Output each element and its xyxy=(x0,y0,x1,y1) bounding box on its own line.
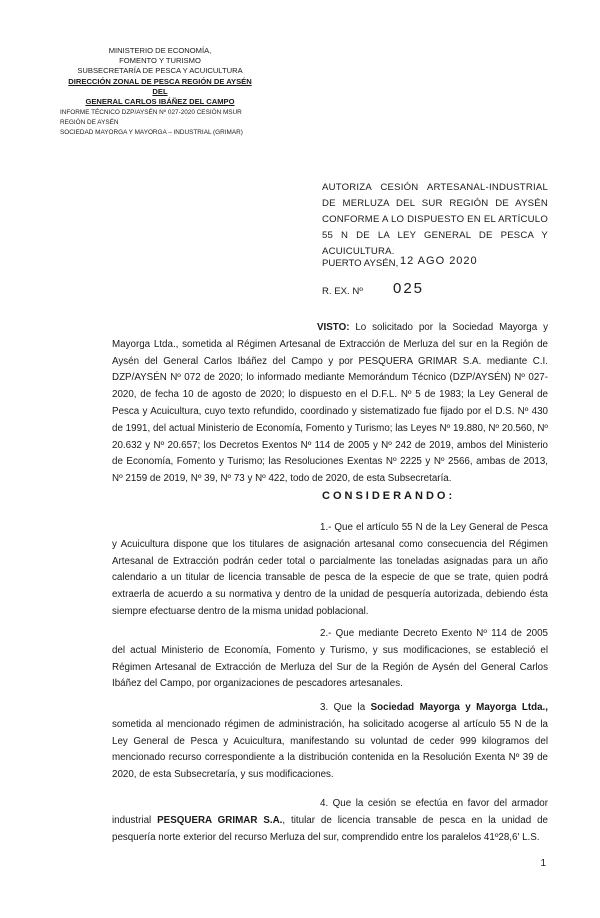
header-subsecretaria: SUBSECRETARÍA DE PESCA Y ACUICULTURA xyxy=(77,66,243,76)
paragraph-2 xyxy=(112,626,548,693)
header-region-2: REGIÓN DE AYSÉN xyxy=(60,119,119,127)
header-region: GENERAL CARLOS IBÁÑEZ DEL CAMPO xyxy=(85,97,235,107)
page-number: 1 xyxy=(540,858,546,869)
paragraph-1 xyxy=(112,520,548,621)
paragraph-3-rest: sometida al mencionado régimen de administración, ha solicitado acogerse al artículo 55 N de la Ley General de Pesca y Acuicultura, manifestando su voluntad de ceder 999 kilogramos del mencionado recurso correspondiente a la distribución contenida en la Resolución Exenta Nº 39 de 2020, de esta Subsecretaría, y sus modificaciones. xyxy=(112,718,548,781)
paragraph-4-bold: PESQUERA GRIMAR S.A. xyxy=(157,814,283,826)
paragraph-3-bold: Sociedad Mayorga y Mayorga Ltda., xyxy=(370,702,549,713)
letterhead xyxy=(60,46,260,137)
header-sociedad: SOCIEDAD MAYORGA Y MAYORGA – INDUSTRIAL (GRIMAR) xyxy=(60,129,243,137)
date-stamp: 12 AGO 2020 xyxy=(400,255,478,267)
rex-label: R. EX. Nº xyxy=(322,286,363,297)
header-direccion: DIRECCIÓN ZONAL DE PESCA REGIÓN DE AYSÉN DEL xyxy=(68,76,252,96)
header-ministry: MINISTERIO DE ECONOMÍA, xyxy=(108,46,212,55)
visto-paragraph xyxy=(112,320,548,488)
paragraph-4-rest: , titular de licencia transable de pesca en la unidad de pesquería norte exterior del recurso Merluza del sur, comprendido entre los paralelos 41º28,6' L.S. xyxy=(112,814,548,843)
paragraph-3 xyxy=(112,700,548,784)
paragraph-2-text: 2.- Que mediante Decreto Exento Nº 114 de 2005 del actual Ministerio de Economía, Fomento y Turismo, y sus modificaciones, se estableció el Régimen Artesanal de Extracción de Merluza del Sur de la Región de Aysén del General Carlos Ibáñez del Campo, por organizaciones de pescadores artesanales. xyxy=(112,628,548,690)
visto-label: VISTO: xyxy=(317,322,350,333)
rex-number: 025 xyxy=(393,280,425,297)
place-label: PUERTO AYSÉN, xyxy=(322,258,399,269)
visto-text: Lo solicitado por la Sociedad Mayorga y Mayorga Ltda., sometida al Régimen Artesanal de Extracción de Merluza del sur en la Región de Aysén del General Carlos Ibáñez del Campo y por PESQUERA GRIMAR S.A. mediante C.I. DZP/AYSÉN Nº 072 de 2020; lo informado mediante Memorándum Técnico (DZP/AYSÉN) Nº 027-2020, de fecha 10 de agosto de 2020; lo dispuesto en el D.F.L. Nº 5 de 1983; la Ley General de Pesca y Acuicultura, cuyo texto refundido, coordinado y sistematizado fue fijado por el D.S. Nº 430 de 1991, del actual Ministerio de Economía, Fomento y Turismo; las Leyes Nº 19.880, Nº 20.560, Nº 20.632 y Nº 20.657; los Decretos Exentos Nº 114 de 2005 y Nº 242 de 2019, ambos del Ministerio de Economía, Fomento y Turismo; las Resoluciones Exentas Nº 2225 y Nº 2566, ambas de 2013, Nº 2159 de 2019, Nº 39, Nº 73 y Nº 422, todo de 2020, de esta Subsecretaría. xyxy=(112,322,548,485)
paragraph-4-lead: 4. Que la cesión se efectúa en favor del armador industrial xyxy=(112,798,548,826)
paragraph-4 xyxy=(112,796,548,846)
paragraph-1-text: 1.- Que el artículo 55 N de la Ley General de Pesca y Acuicultura dispone que los titulares de asignación artesanal como consecuencia del Régimen Artesanal de Extracción podrán ceder total o parcialmente las toneladas asignadas para un año calendario a un titular de licencia transable de pesca de la especie de que se trate, quien podrá extraerla de acuerdo a su normativa y dentro de la unidad de pesquería autorizada, debiendo ésta siempre efectuarse dentro de la misma unidad poblacional. xyxy=(112,522,548,617)
header-informe: INFORME TÉCNICO DZP/AYSÉN Nº 027-2020 CESIÓN MSUR xyxy=(60,109,242,117)
paragraph-3-lead: 3. Que la xyxy=(320,702,366,713)
resolution-title: AUTORIZA CESIÓN ARTESANAL-INDUSTRIAL DE MERLUZA DEL SUR REGIÓN DE AYSÉN CONFORME A LO DISPUESTO EN EL ARTÍCULO 55 N DE LA LEY GENERAL DE PESCA Y ACUICULTURA. xyxy=(322,182,548,257)
header-ministry-2: FOMENTO Y TURISMO xyxy=(119,56,201,66)
considerando-heading: CONSIDERANDO: xyxy=(322,490,456,502)
